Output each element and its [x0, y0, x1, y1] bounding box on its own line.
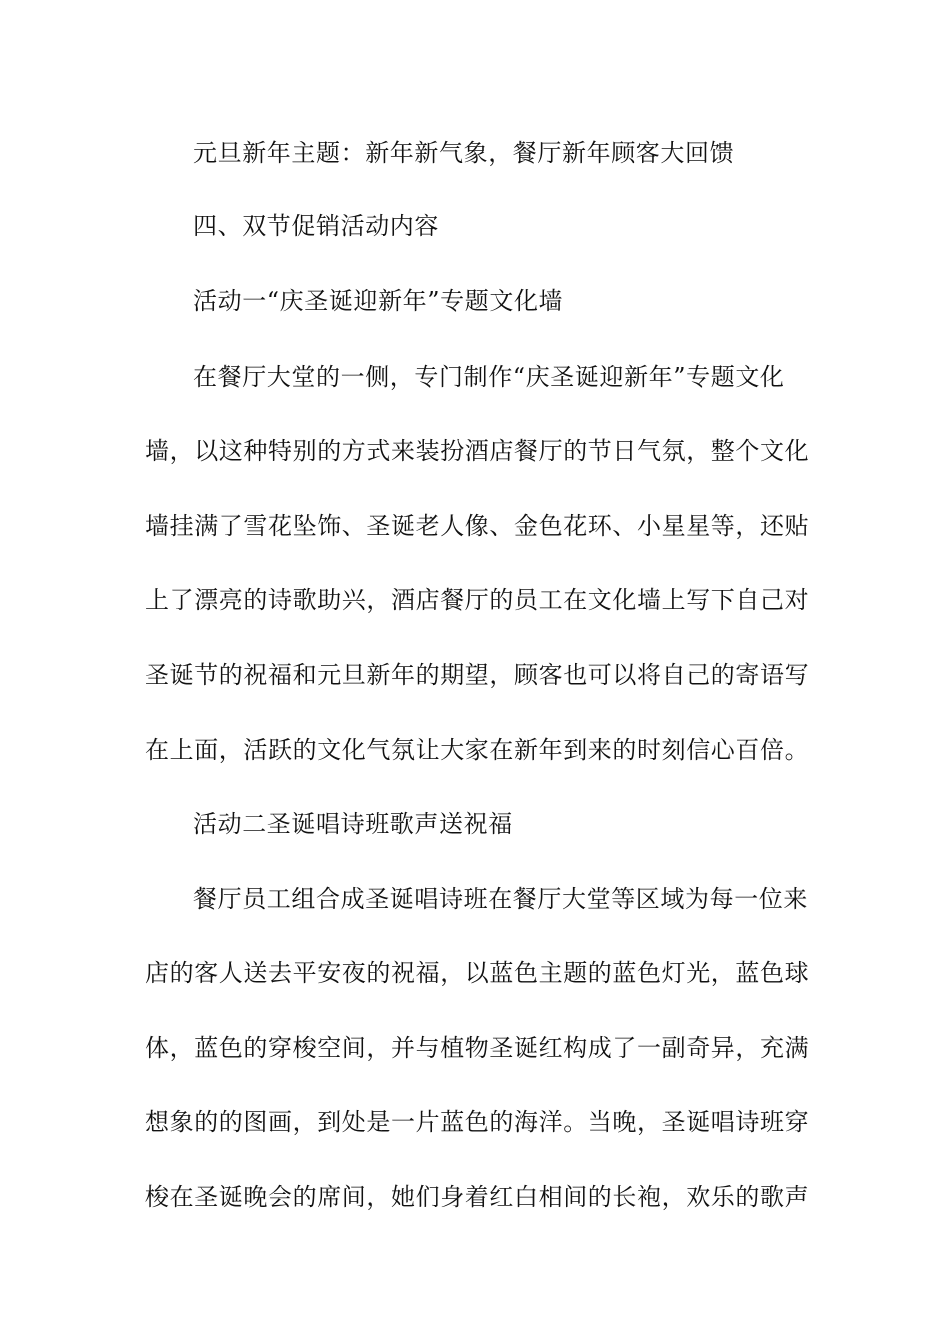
paragraph-line: 想象的的图画，到处是一片蓝色的海洋。当晚，圣诞唱诗班穿 [145, 1108, 810, 1136]
paragraph-line: 在餐厅大堂的一侧，专门制作“庆圣诞迎新年”专题文化 [193, 363, 785, 391]
paragraph-line: 体，蓝色的穿梭空间，并与植物圣诞红构成了一副奇异，充满 [145, 1034, 810, 1062]
paragraph-line: 在上面，活跃的文化气氛让大家在新年到来的时刻信心百倍。 [145, 736, 810, 764]
paragraph-line: 店的客人送去平安夜的祝福，以蓝色主题的蓝色灯光，蓝色球 [145, 959, 810, 987]
paragraph-line: 餐厅员工组合成圣诞唱诗班在餐厅大堂等区域为每一位来 [193, 885, 808, 913]
paragraph-line: 墙挂满了雪花坠饰、圣诞老人像、金色花环、小星星等，还贴 [145, 512, 810, 540]
paragraph-line: 墙，以这种特别的方式来装扮酒店餐厅的节日气氛，整个文化 [145, 437, 810, 465]
paragraph-line: 上了漂亮的诗歌助兴，酒店餐厅的员工在文化墙上写下自己对 [145, 586, 810, 614]
text-line-new-year-theme: 元旦新年主题：新年新气象，餐厅新年顾客大回馈 [193, 139, 735, 167]
paragraph-line: 圣诞节的祝福和元旦新年的期望，顾客也可以将自己的寄语写 [145, 661, 810, 689]
paragraph-line: 梭在圣诞晚会的席间，她们身着红白相间的长袍，欢乐的歌声 [145, 1183, 810, 1211]
activity-one-heading: 活动一“庆圣诞迎新年”专题文化墙 [193, 287, 564, 315]
activity-two-heading: 活动二圣诞唱诗班歌声送祝福 [193, 810, 513, 838]
section-heading-promotion-content: 四、双节促销活动内容 [193, 212, 439, 240]
